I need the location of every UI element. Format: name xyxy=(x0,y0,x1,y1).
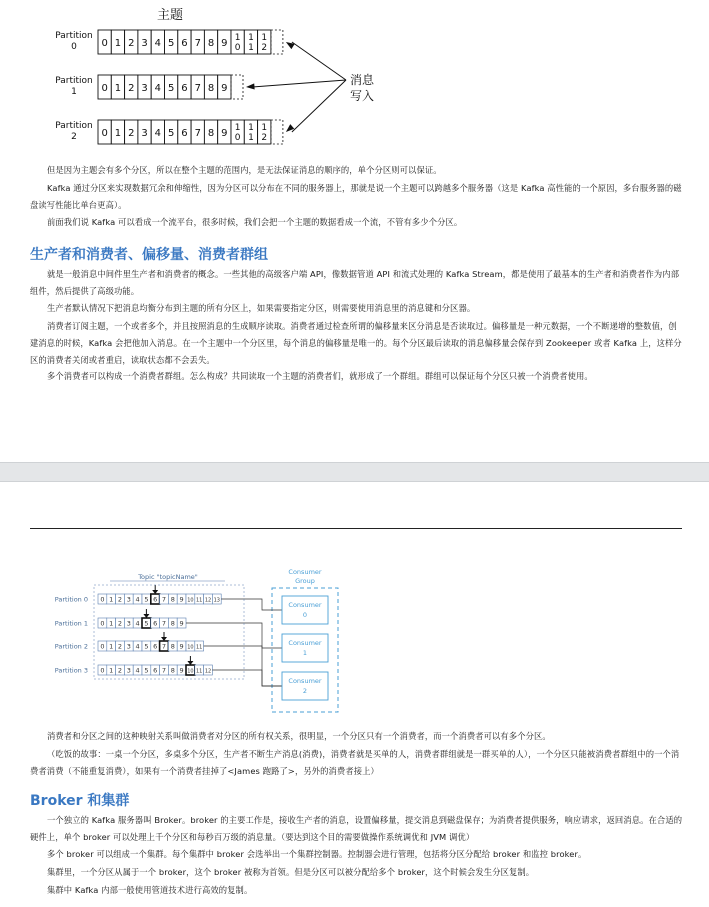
offset-label: 8 xyxy=(170,642,175,651)
paragraph: 消费者和分区之间的这种映射关系叫做消费者对分区的所有权关系，很明显，一个分区只有一个消费者，而一个消费者可以有多个分区。 xyxy=(47,731,551,741)
offset-label: 5 xyxy=(144,619,149,628)
offset-label: 8 xyxy=(207,38,215,49)
offset-label: 1 xyxy=(234,33,241,43)
offset-label: 0 xyxy=(234,43,241,53)
offset-label: 4 xyxy=(135,619,140,628)
offset-label: 2 xyxy=(117,666,123,675)
paragraph: 但是因为主题会有多个分区，所以在整个主题的范围内，是无法保证消息的顺序的，单个分区则可以保证。 xyxy=(47,165,442,175)
offset-label: 2 xyxy=(117,619,123,628)
offset-label: 9 xyxy=(179,619,184,628)
paragraph: 多个 broker 可以组成一个集群。每个集群中 broker 会选举出一个集群控制器。控制器会进行管理，包括将分区分配给 broker 和监控 broker。 xyxy=(47,849,587,859)
offset-label: 5 xyxy=(144,595,149,604)
offset-label: 12 xyxy=(204,597,212,604)
write-arrow xyxy=(292,42,346,80)
consumer-label: Consumer xyxy=(288,601,322,609)
offset-label: 6 xyxy=(181,128,188,139)
partition-label: Partition 2 xyxy=(54,642,88,651)
offset-label: 0 xyxy=(101,128,108,139)
arrow-head xyxy=(246,83,255,89)
paragraph: 一个独立的 Kafka 服务器叫 Broker。broker 的主要工作是，接收生产者的消息，设置偏移量，提交消息到磁盘保存；为消费者提供服务，响应请求，返回消息。在合适的硬件上，单个 broker 可以处理上千个分区和每秒百万级的消息量。（要达到这个目的需要做操作系统调优和 JVM 调优） xyxy=(30,815,683,842)
offset-label: 10 xyxy=(187,668,194,675)
offset-label: 0 xyxy=(100,666,105,675)
consumer-group-diagram xyxy=(0,566,709,726)
offset-label: 1 xyxy=(109,595,114,604)
offset-label: 6 xyxy=(181,83,188,94)
offset-label: 3 xyxy=(126,619,131,628)
consumer-group-label: Group xyxy=(295,577,315,585)
offset-label: 3 xyxy=(141,128,148,139)
offset-label: 8 xyxy=(170,595,175,604)
consumer-index: 0 xyxy=(302,611,308,619)
offset-label: 1 xyxy=(234,123,241,133)
partition-label: 2 xyxy=(71,132,77,142)
topic-partition-diagram xyxy=(0,0,709,150)
offset-label: 4 xyxy=(154,38,162,49)
offset-label: 1 xyxy=(109,666,114,675)
writes-label-1: 消息 xyxy=(350,73,375,87)
offset-label: 1 xyxy=(248,43,254,53)
partition-label: 1 xyxy=(71,87,77,97)
offset-label: 2 xyxy=(117,642,123,651)
offset-label: 1 xyxy=(109,619,114,628)
partition-label: Partition xyxy=(55,121,93,131)
offset-label: 9 xyxy=(179,642,184,651)
offset-label: 8 xyxy=(170,619,175,628)
offset-label: 4 xyxy=(135,595,140,604)
paragraph: 多个消费者可以构成一个消费者群组。怎么构成？共同读取一个主题的消费者们，就形成了一个群组。群组可以保证每个分区只被一个消费者使用。 xyxy=(47,371,593,381)
consumer-index: 2 xyxy=(302,687,308,695)
offset-label: 6 xyxy=(153,619,158,628)
offset-label: 5 xyxy=(167,83,175,94)
offset-label: 5 xyxy=(144,666,149,675)
offset-label: 6 xyxy=(181,38,188,49)
offset-label: 1 xyxy=(248,33,254,43)
assignment-line xyxy=(221,599,282,610)
offset-label: 9 xyxy=(221,128,228,139)
offset-label: 3 xyxy=(141,83,148,94)
offset-label: 7 xyxy=(194,38,201,49)
offset-label: 4 xyxy=(154,128,162,139)
paragraph: 集群里，一个分区从属于一个 broker，这个 broker 被称为首领。但是分区可以被分配给多个 broker，这个时候会发生分区复制。 xyxy=(47,867,535,877)
offset-label: 9 xyxy=(179,595,184,604)
offset-label: 3 xyxy=(126,642,131,651)
offset-label: 1 xyxy=(248,133,254,143)
offset-label: 8 xyxy=(170,666,175,675)
offset-label: 0 xyxy=(100,595,105,604)
offset-label: 5 xyxy=(167,128,175,139)
offset-label: 1 xyxy=(261,33,268,43)
page-separator xyxy=(0,462,709,482)
offset-label: 2 xyxy=(128,128,135,139)
offset-label: 1 xyxy=(114,128,122,139)
paragraph: 消费者订阅主题，一个或者多个，并且按照消息的生成顺序读取。消费者通过检查所谓的偏移量来区分消息是否读取过。偏移量是一种元数据，一个不断递增的整数值，创建消息的时候，Kafka 会把他加入消息。在一个主题中一个分区里，每个消息的偏移量是唯一的。每个分区最后读取的消息偏移量会保存到 Zookeeper 或者 Kafka 上，这样分区的消费者关闭或者重启，读取状态都不会丢失。 xyxy=(30,321,682,365)
offset-label: 12 xyxy=(204,668,212,675)
offset-label: 8 xyxy=(207,128,215,139)
section-heading: Broker 和集群 xyxy=(30,793,130,809)
horizontal-rule xyxy=(30,528,682,529)
offset-label: 1 xyxy=(248,123,254,133)
next-write-slot xyxy=(271,30,283,54)
write-arrow xyxy=(252,80,346,87)
offset-label: 2 xyxy=(128,38,135,49)
offset-label: 7 xyxy=(194,128,201,139)
paragraph: 就是一般消息中间件里生产者和消费者的概念。一些其他的高级客户端 API，像数据管道 API 和流式处理的 Kafka Stream，都是使用了最基本的生产者和消费者作为内部组件，然后提供了高级功能。 xyxy=(30,269,680,296)
next-write-slot xyxy=(231,75,243,99)
paragraph: 前面我们说 Kafka 可以看成一个流平台，很多时候，我们会把一个主题的数据看成一个流，不管有多少个分区。 xyxy=(47,217,463,227)
topic-title: 主题 xyxy=(156,8,184,23)
offset-label: 6 xyxy=(153,666,158,675)
partition-label: Partition 0 xyxy=(54,595,88,604)
paragraph: 生产者默认情况下把消息均衡分布到主题的所有分区上，如果需要指定分区，则需要使用消息里的消息键和分区器。 xyxy=(47,303,476,313)
offset-label: 2 xyxy=(117,595,123,604)
offset-label: 1 xyxy=(114,38,122,49)
offset-label: 9 xyxy=(221,83,228,94)
offset-label: 7 xyxy=(161,595,167,604)
offset-label: 1 xyxy=(261,123,268,133)
offset-label: 11 xyxy=(196,668,203,675)
offset-label: 8 xyxy=(207,83,215,94)
paragraph: Kafka 通过分区来实现数据冗余和伸缩性，因为分区可以分布在不同的服务器上，那就是说一个主题可以跨越多个服务器（这是 Kafka 高性能的一个原因，多台服务器的磁盘读写性能比单台更高）。 xyxy=(30,183,682,210)
section-heading: 生产者和消费者、偏移量、消费者群组 xyxy=(30,247,268,263)
offset-label: 2 xyxy=(128,83,135,94)
writes-label-2: 写入 xyxy=(350,89,375,103)
offset-label: 0 xyxy=(101,38,108,49)
partition-label: Partition 1 xyxy=(54,619,88,628)
partition-label: Partition xyxy=(55,76,93,86)
offset-label: 4 xyxy=(135,666,140,675)
offset-label: 0 xyxy=(101,83,108,94)
offset-label: 3 xyxy=(126,595,131,604)
offset-label: 3 xyxy=(126,666,131,675)
offset-label: 2 xyxy=(261,43,268,53)
topic-name-label: Topic "topicName" xyxy=(138,573,198,581)
offset-label: 10 xyxy=(187,644,194,651)
offset-label: 1 xyxy=(109,642,114,651)
offset-label: 7 xyxy=(161,619,167,628)
offset-label: 0 xyxy=(234,133,241,143)
offset-label: 2 xyxy=(261,133,268,143)
offset-label: 5 xyxy=(167,38,175,49)
offset-label: 11 xyxy=(196,644,203,651)
paragraph: 集群中 Kafka 内部一般使用管道技术进行高效的复制。 xyxy=(47,885,253,895)
offset-label: 6 xyxy=(153,595,158,604)
consumer-label: Consumer xyxy=(288,639,322,647)
partition-label: Partition 3 xyxy=(54,666,88,675)
offset-label: 4 xyxy=(135,642,140,651)
offset-label: 0 xyxy=(100,619,105,628)
write-arrow xyxy=(292,80,346,132)
offset-label: 7 xyxy=(161,642,167,651)
consumer-group-label: Consumer xyxy=(288,568,322,576)
offset-label: 0 xyxy=(100,642,105,651)
assignment-line xyxy=(204,646,282,686)
offset-label: 3 xyxy=(141,38,148,49)
document-page-2 xyxy=(0,482,709,907)
offset-label: 6 xyxy=(153,642,158,651)
partition-label: 0 xyxy=(71,42,77,52)
paragraph: （吃饭的故事：一桌一个分区，多桌多个分区，生产者不断生产消息(消费)，消费者就是买单的人，消费者群组就是一群买单的人），一个分区只能被消费者群组中的一个消费者消费（不能重复消费），如果有一个消费者挂掉了<James 跑路了>，另外的消费者接上） xyxy=(30,749,680,776)
partition-label: Partition xyxy=(55,31,93,41)
offset-label: 13 xyxy=(213,597,220,604)
next-write-slot xyxy=(271,120,283,144)
offset-label: 5 xyxy=(144,642,149,651)
consumer-label: Consumer xyxy=(288,677,322,685)
offset-label: 1 xyxy=(114,83,122,94)
consumer-index: 1 xyxy=(302,649,308,657)
offset-label: 10 xyxy=(187,597,194,604)
offset-label: 7 xyxy=(194,83,201,94)
offset-label: 11 xyxy=(196,597,203,604)
offset-label: 9 xyxy=(179,666,184,675)
offset-label: 9 xyxy=(221,38,228,49)
offset-label: 4 xyxy=(154,83,162,94)
offset-label: 7 xyxy=(161,666,167,675)
